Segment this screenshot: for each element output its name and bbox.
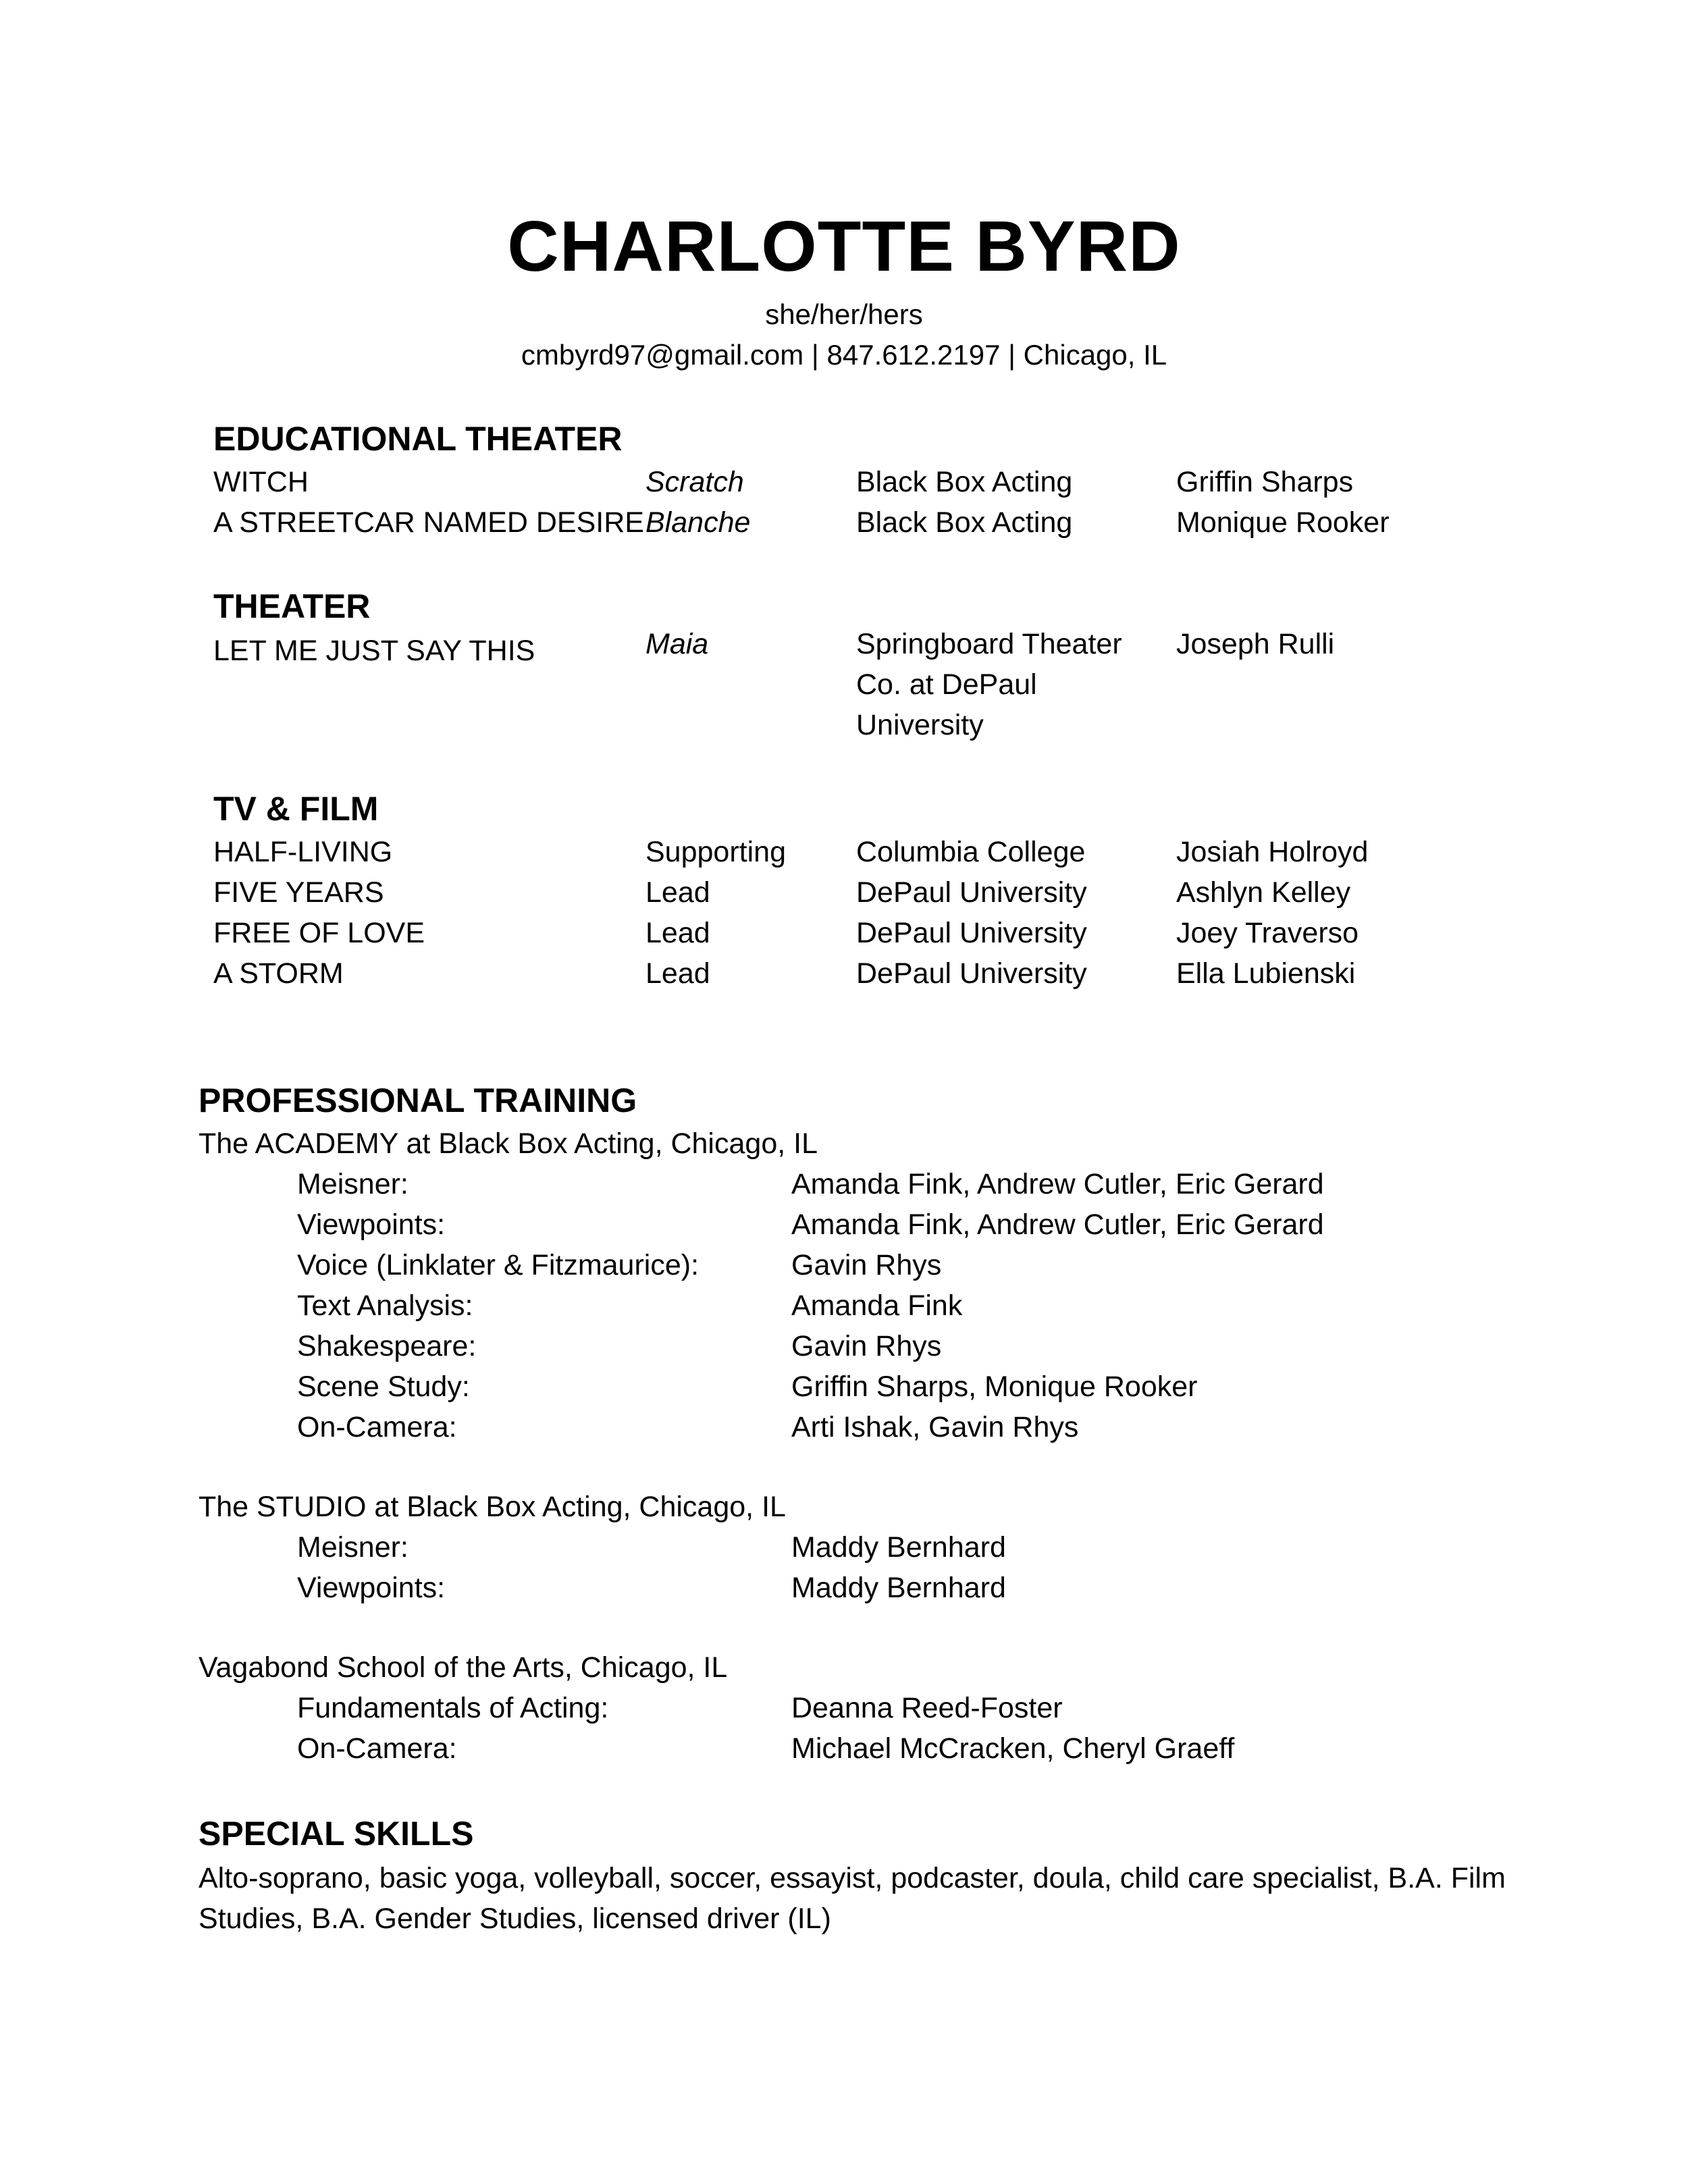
training-row — [0, 1728, 1688, 1769]
training-school: The ACADEMY at Black Box Acting, Chicago, IL — [199, 1127, 818, 1160]
training-subject: Shakespeare: — [297, 1330, 477, 1362]
credit-title: LET ME JUST SAY THIS — [213, 635, 535, 667]
credit-title: FIVE YEARS — [213, 876, 384, 909]
credit-venue: DePaul University — [856, 917, 1087, 949]
training-teachers: Griffin Sharps, Monique Rooker — [791, 1370, 1198, 1403]
training-teachers: Michael McCracken, Cheryl Graeff — [791, 1732, 1235, 1765]
credit-venue: DePaul University — [856, 957, 1087, 990]
credit-director: Joey Traverso — [1176, 917, 1359, 949]
credit-title: FREE OF LOVE — [213, 917, 425, 949]
resume-name: CHARLOTTE BYRD — [507, 207, 1181, 286]
training-subject: Text Analysis: — [297, 1289, 473, 1322]
credit-director: Ella Lubienski — [1176, 957, 1356, 990]
credit-title: HALF-LIVING — [213, 836, 393, 868]
training-teachers: Gavin Rhys — [791, 1330, 942, 1362]
special-skills-text: Alto-soprano, basic yoga, volleyball, soccer, essayist, podcaster, doula, child care specialist, B.A. Film Studies, B.A. Gender Studies, licensed driver (IL) — [199, 1862, 1506, 1935]
credit-director: Monique Rooker — [1176, 506, 1390, 539]
credit-venue: Black Box Acting — [856, 506, 1073, 539]
training-subject: On-Camera: — [297, 1732, 457, 1765]
training-teachers: Maddy Bernhard — [791, 1572, 1006, 1604]
credit-venue: DePaul University — [856, 876, 1087, 909]
credit-director: Griffin Sharps — [1176, 466, 1354, 498]
credit-director: Ashlyn Kelley — [1176, 876, 1351, 909]
training-subject: Scene Study: — [297, 1370, 470, 1403]
training-row — [0, 1527, 1688, 1568]
credit-role: Lead — [645, 917, 710, 949]
section-heading-special-skills: SPECIAL SKILLS — [199, 1815, 474, 1853]
pronouns: she/her/hers — [765, 298, 923, 330]
section-heading-theater: THEATER — [213, 587, 371, 625]
section-heading-professional-training: PROFESSIONAL TRAINING — [199, 1082, 637, 1119]
credit-row — [0, 624, 1688, 741]
credit-role: Scratch — [645, 466, 744, 498]
credit-role: Lead — [645, 876, 710, 909]
credit-title: A STREETCAR NAMED DESIRE — [213, 506, 644, 539]
credit-row — [0, 462, 1688, 502]
training-row — [0, 1407, 1688, 1447]
training-school: The STUDIO at Black Box Acting, Chicago, IL — [199, 1491, 786, 1523]
credit-director: Joseph Rulli — [1176, 628, 1335, 660]
training-subject: Fundamentals of Acting: — [297, 1692, 609, 1724]
training-row — [0, 1245, 1688, 1285]
credit-role: Lead — [645, 957, 710, 990]
training-teachers: Maddy Bernhard — [791, 1531, 1006, 1564]
section-heading-tv-film: TV & FILM — [213, 790, 379, 828]
credit-role: Maia — [645, 628, 709, 660]
training-subject: On-Camera: — [297, 1411, 457, 1443]
training-row — [0, 1204, 1688, 1245]
training-row — [0, 1326, 1688, 1366]
training-school: Vagabond School of the Arts, Chicago, IL — [199, 1651, 728, 1684]
credit-title: A STORM — [213, 957, 344, 990]
training-teachers: Gavin Rhys — [791, 1249, 942, 1281]
section-heading-educational-theater: EDUCATIONAL THEATER — [213, 420, 623, 458]
training-teachers: Amanda Fink — [791, 1289, 963, 1322]
credit-role: Supporting — [645, 836, 786, 868]
contact-line: cmbyrd97@gmail.com | 847.612.2197 | Chicago, IL — [521, 339, 1167, 371]
training-subject: Viewpoints: — [297, 1208, 446, 1241]
training-row — [0, 1568, 1688, 1608]
training-row — [0, 1285, 1688, 1326]
training-teachers: Amanda Fink, Andrew Cutler, Eric Gerard — [791, 1208, 1324, 1241]
credit-title: WITCH — [213, 466, 309, 498]
training-subject: Meisner: — [297, 1168, 408, 1200]
credit-venue: Springboard Theater Co. at DePaul University — [856, 628, 1122, 741]
training-teachers: Amanda Fink, Andrew Cutler, Eric Gerard — [791, 1168, 1324, 1200]
training-subject: Viewpoints: — [297, 1572, 446, 1604]
training-subject: Meisner: — [297, 1531, 408, 1564]
training-subject: Voice (Linklater & Fitzmaurice): — [297, 1249, 700, 1281]
credit-row — [0, 832, 1688, 872]
credit-venue: Columbia College — [856, 836, 1086, 868]
training-row — [0, 1688, 1688, 1728]
credit-role: Blanche — [645, 506, 751, 539]
training-teachers: Deanna Reed-Foster — [791, 1692, 1063, 1724]
training-teachers: Arti Ishak, Gavin Rhys — [791, 1411, 1079, 1443]
credit-row — [0, 953, 1688, 994]
credit-row — [0, 913, 1688, 953]
training-row — [0, 1164, 1688, 1204]
credit-row — [0, 872, 1688, 913]
credit-director: Josiah Holroyd — [1176, 836, 1369, 868]
credit-row — [0, 502, 1688, 543]
credit-venue: Black Box Acting — [856, 466, 1073, 498]
training-row — [0, 1366, 1688, 1407]
